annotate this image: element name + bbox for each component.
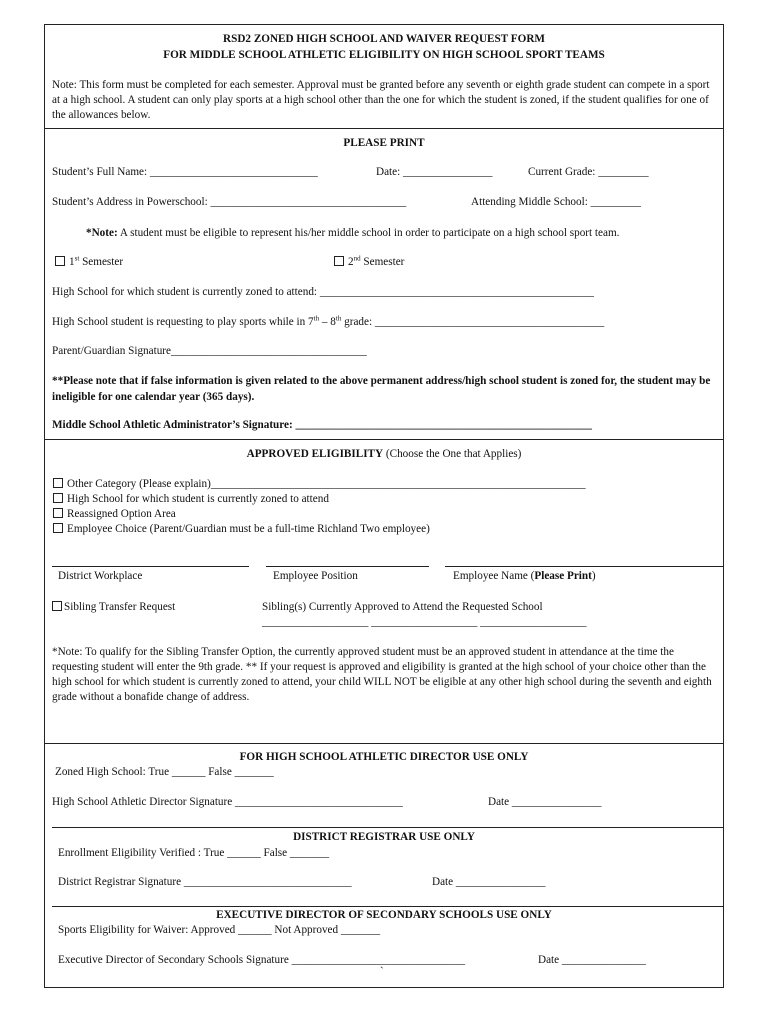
district-workplace-label: District Workplace [58,570,143,582]
approved-heading-bold: APPROVED ELIGIBILITY [246,448,384,460]
hs-ad-signature-field[interactable]: High School Athletic Director Signature ______________________________ [52,796,403,808]
false-info-warning: **Please note that if false information is given related to the above permanent address/high school student is zoned for, the student may be ineligible for one calendar year (365 days). [52,375,711,403]
district-workplace-line[interactable] [52,566,249,567]
option-reassigned-area[interactable] [53,508,176,521]
current-grade-field[interactable]: Current Grade: _________ [528,166,649,178]
sem2-label: Semester [360,256,405,268]
sem2-suffix: nd [353,254,361,263]
siblings-approved-label: Sibling(s) Currently Approved to Attend the Requested School [262,601,543,613]
divider [44,439,724,440]
option-label: Reassigned Option Area [67,508,176,520]
requested-sup2: th [335,314,342,323]
note-text: A student must be eligible to represent his/her middle school in order to participate on a high school sport team. [117,227,620,239]
sem1-label: Semester [79,256,124,268]
zoned-high-school-field[interactable]: High School for which student is currently zoned to attend: _________________________________________________ [52,286,594,298]
eligibility-note [86,227,619,240]
exec-director-signature-field[interactable]: Executive Director of Secondary Schools Signature _______________________________ [58,954,466,966]
attending-middle-school-field[interactable]: Attending Middle School: _________ [471,196,641,208]
divider [52,906,724,907]
student-name-field[interactable]: Student’s Full Name: ______________________________ [52,166,318,178]
employee-position-line[interactable] [266,566,429,567]
exec-director-heading: EXECUTIVE DIRECTOR OF SECONDARY SCHOOLS USE ONLY [216,909,552,921]
employee-name-label [453,570,596,583]
option-other-category[interactable] [53,478,586,491]
exec-director-date-field[interactable]: Date _______________ [538,954,646,966]
semester-1-option[interactable] [55,256,123,269]
registrar-heading: DISTRICT REGISTRAR USE ONLY [293,831,475,843]
checkbox-icon[interactable] [53,523,63,533]
hs-ad-heading: FOR HIGH SCHOOL ATHLETIC DIRECTOR USE ONLY [239,751,529,763]
option-employee-choice[interactable] [53,523,430,536]
sem1-num: 1 [69,256,75,268]
checkbox-icon[interactable] [334,256,344,266]
checkbox-icon[interactable] [53,508,63,518]
requested-mid: – 8 [319,316,336,328]
form-instructions: Note: This form must be completed for each semester. Approval must be granted before any seventh or eighth grade student can compete in a sport at a high school. A student can only play sports at a high school other than the one for which the student is zoned, if the student qualifies for one of the allowances below. [52,79,710,121]
registrar-date-field[interactable]: Date ________________ [432,876,546,888]
waiver-approval-field[interactable]: Sports Eligibility for Waiver: Approved ______ Not Approved _______ [58,924,381,936]
approved-eligibility-heading [44,448,724,461]
checkbox-icon[interactable] [53,493,63,503]
checkbox-icon[interactable] [52,601,62,611]
checkbox-icon[interactable] [55,256,65,266]
employee-name-text: Employee Name ( [453,570,535,582]
option-zoned-high-school[interactable] [53,493,329,506]
requested-sup1: th [313,314,320,323]
sibling-transfer-note: *Note: To qualify for the Sibling Transfer Option, the currently approved student must be an approved student in attendance at the time the requesting student will enter the 9th grade. ** If your request is approved and eligibility is granted at the high school of your choice other than the high school for which student is currently zoned to attend, your child WILL NOT be eligible at any other high school during the seventh and eighth grade without a bonafide change of address. [52,646,712,703]
registrar-signature-field[interactable]: District Registrar Signature ______________________________ [58,876,352,888]
divider [52,827,724,828]
sem1-suffix: st [74,254,80,263]
student-address-field[interactable]: Student’s Address in Powerschool: ___________________________________ [52,196,407,208]
divider [44,743,724,744]
option-label: Employee Choice (Parent/Guardian must be a full-time Richland Two employee) [67,523,430,535]
sibling-name-blanks[interactable]: ___________________ ___________________ ___________________ [262,616,587,628]
employee-name-end: ) [591,570,596,582]
requested-pre: High School student is requesting to play sports while in 7 [52,316,314,328]
form-title-line1: RSD2 ZONED HIGH SCHOOL AND WAIVER REQUEST FORM [223,33,545,45]
option-label: Other Category (Please explain)___________________________________________________________________ [67,478,586,490]
divider [44,128,724,129]
sibling-transfer-label: Sibling Transfer Request [64,601,176,613]
note-label: *Note: [86,227,118,239]
sem2-num: 2 [348,256,354,268]
sibling-transfer-option[interactable] [52,601,175,614]
employee-position-label: Employee Position [273,570,358,582]
approved-heading-rest: (Choose the One that Applies) [383,448,522,460]
checkbox-icon[interactable] [53,478,63,488]
form-title-line2: FOR MIDDLE SCHOOL ATHLETIC ELIGIBILITY ON HIGH SCHOOL SPORT TEAMS [163,49,605,61]
hs-ad-date-field[interactable]: Date ________________ [488,796,602,808]
zoned-high-school-true-false[interactable]: Zoned High School: True ______ False _______ [55,766,274,778]
date-field[interactable]: Date: ________________ [376,166,493,178]
enrollment-verified-true-false[interactable]: Enrollment Eligibility Verified : True ______ False _______ [58,847,330,859]
semester-2-option[interactable] [334,256,404,269]
requested-high-school-field[interactable] [52,316,604,329]
employee-name-line[interactable] [445,566,724,567]
option-label: High School for which student is currently zoned to attend [67,493,329,505]
requested-post: grade: _________________________________________ [341,316,605,328]
employee-name-bold: Please Print [534,570,592,582]
stray-mark: ` [380,966,384,978]
please-print-heading: PLEASE PRINT [343,137,425,149]
parent-signature-field[interactable]: Parent/Guardian Signature___________________________________ [52,345,367,357]
ms-admin-signature-field[interactable]: Middle School Athletic Administrator’s Signature: _____________________________________________________ [52,419,592,431]
